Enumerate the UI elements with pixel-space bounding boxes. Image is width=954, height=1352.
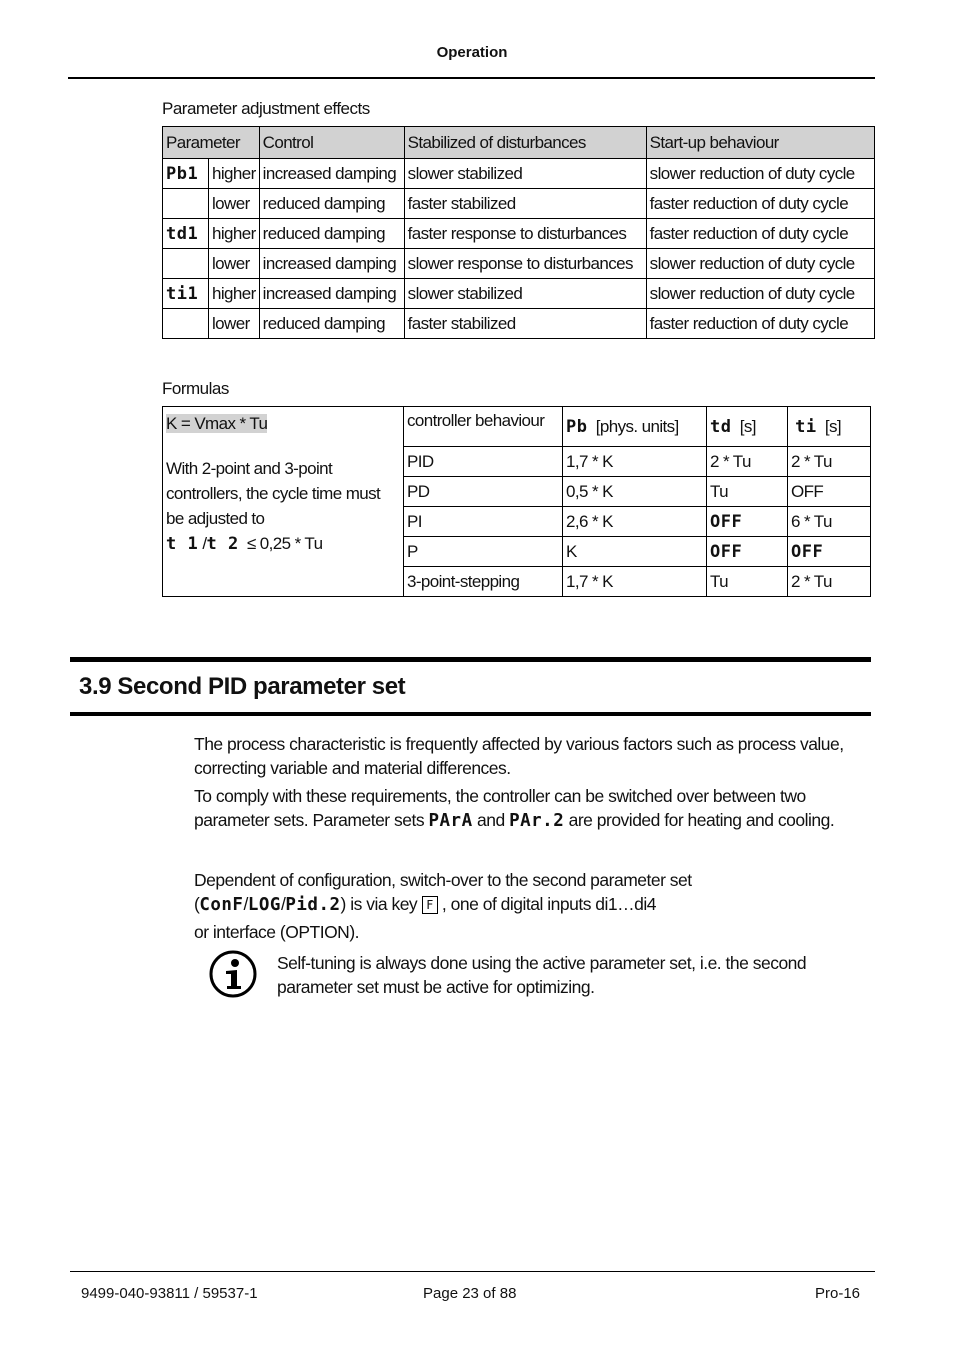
p3-line2 [194, 892, 884, 917]
ti-unit: [s] [824, 416, 842, 436]
startup-cell: slower reduction of duty cycle [646, 159, 874, 189]
k-formula: K = Vmax * Tu [166, 414, 268, 433]
cycle-time-limit [166, 531, 400, 557]
section-title: 3.9 Second PID parameter set [79, 673, 406, 700]
para-code: PArA [428, 811, 473, 831]
direction-cell: lower [209, 249, 260, 279]
par2-code: PAr.2 [509, 811, 565, 831]
td-cell: Tu [707, 477, 788, 507]
table-row [163, 279, 875, 309]
cycle-time-note: With 2-point and 3-point controllers, the cycle time must be adjusted to [166, 459, 381, 528]
control-cell: reduced damping [259, 219, 404, 249]
stabilized-cell: faster stabilized [404, 189, 646, 219]
p3-text-b: ) is via key [340, 894, 422, 914]
startup-cell: faster reduction of duty cycle [646, 309, 874, 339]
header-rule [68, 77, 875, 79]
adjustment-table [162, 126, 875, 339]
t1-code: t 1 [166, 534, 199, 554]
param-cell: td1 [163, 219, 209, 249]
table-row [163, 219, 875, 249]
td-cell: 2 * Tu [707, 447, 788, 477]
ti-cell: OFF [788, 537, 871, 567]
direction-cell: higher [209, 219, 260, 249]
p2-text-and: and [472, 810, 510, 830]
limit-text: ≤ 0,25 * Tu [246, 534, 323, 553]
control-cell: increased damping [259, 159, 404, 189]
stabilized-cell: slower response to disturbances [404, 249, 646, 279]
footer-page-number: Page 23 of 88 [423, 1285, 517, 1302]
paragraph-process: The process characteristic is frequently affected by various factors such as process value, correcting variable and material differences. [194, 734, 844, 778]
param-cell [163, 309, 209, 339]
behaviour-cell: PD [404, 477, 563, 507]
direction-cell: lower [209, 189, 260, 219]
t2-code: t 2 [206, 534, 239, 554]
info-icon [208, 949, 258, 999]
td-cell: OFF [707, 537, 788, 567]
table-row [163, 309, 875, 339]
table-row [163, 189, 875, 219]
formulas-header-row [163, 407, 871, 447]
header-ti [788, 407, 871, 447]
param-cell: Pb1 [163, 159, 209, 189]
section-top-rule [70, 657, 871, 662]
conf-code: ConF [199, 895, 244, 915]
ti-cell: 6 * Tu [788, 507, 871, 537]
td-unit: [s] [739, 416, 756, 436]
startup-cell: faster reduction of duty cycle [646, 219, 874, 249]
stabilized-cell: faster stabilized [404, 309, 646, 339]
table-row [163, 159, 875, 189]
pb-cell: 1,7 * K [563, 447, 707, 477]
td-cell: OFF [707, 507, 788, 537]
formulas-caption: Formulas [162, 379, 229, 398]
ti-cell: 2 * Tu [788, 567, 871, 597]
p3-sep2: / [280, 894, 286, 914]
startup-cell: faster reduction of duty cycle [646, 189, 874, 219]
behaviour-cell: PID [404, 447, 563, 477]
header-startup: Start-up behaviour [646, 127, 874, 159]
stabilized-cell: slower stabilized [404, 279, 646, 309]
p3-open: ( [194, 894, 200, 914]
control-cell: reduced damping [259, 309, 404, 339]
control-cell: increased damping [259, 279, 404, 309]
footer-doc-number: 9499-040-93811 / 59537-1 [81, 1285, 258, 1302]
f-key-icon: F [422, 896, 438, 914]
header-control: Control [259, 127, 404, 159]
param-cell [163, 189, 209, 219]
section-bottom-rule [70, 712, 871, 716]
pb-cell: 0,5 * K [563, 477, 707, 507]
paragraph-parameter-sets [194, 784, 884, 833]
p2-text-b: are provided for heating and cooling. [564, 810, 835, 830]
p3-line3: or interface (OPTION). [194, 922, 360, 942]
param-cell: ti1 [163, 279, 209, 309]
formulas-table [162, 406, 871, 597]
behaviour-cell: PI [404, 507, 563, 537]
formula-note-cell [163, 407, 404, 597]
p3-line1: Dependent of configuration, switch-over to the second parameter set [194, 870, 692, 890]
pb-cell: 2,6 * K [563, 507, 707, 537]
page-header-title: Operation [436, 44, 508, 61]
p3-sep1: / [243, 894, 248, 914]
direction-cell: lower [209, 309, 260, 339]
ti-code: ti [795, 416, 817, 437]
paragraph-switchover [194, 868, 884, 944]
param-cell [163, 249, 209, 279]
stabilized-cell: faster response to disturbances [404, 219, 646, 249]
t-slash: / [198, 534, 207, 553]
startup-cell: slower reduction of duty cycle [646, 279, 874, 309]
header-stabilized: Stabilized of disturbances [404, 127, 646, 159]
stabilized-cell: slower stabilized [404, 159, 646, 189]
pb-cell: K [563, 537, 707, 567]
header-behaviour: controller behaviour [404, 407, 563, 447]
p2-text-a: To comply with these requirements, the controller can be switched over between two parameter sets. Parameter sets [194, 786, 806, 830]
footer-product: Pro-16 [815, 1285, 861, 1302]
td-code: td [710, 416, 732, 437]
ti-cell: OFF [788, 477, 871, 507]
direction-cell: higher [209, 159, 260, 189]
table-header-row [163, 127, 875, 159]
header-parameter: Parameter [163, 127, 260, 159]
header-pb [563, 407, 707, 447]
pb-cell: 1,7 * K [563, 567, 707, 597]
table-row [163, 249, 875, 279]
pid2-code: Pid.2 [285, 895, 341, 915]
adjust-caption: Parameter adjustment effects [162, 99, 370, 118]
log-code: LOG [247, 895, 281, 915]
ti-cell: 2 * Tu [788, 447, 871, 477]
footer-rule [70, 1271, 875, 1272]
behaviour-cell: 3-point-stepping [404, 567, 563, 597]
control-cell: increased damping [259, 249, 404, 279]
behaviour-cell: P [404, 537, 563, 567]
p3-text-c: , one of digital inputs di1…di4 [437, 894, 657, 914]
td-cell: Tu [707, 567, 788, 597]
startup-cell: slower reduction of duty cycle [646, 249, 874, 279]
control-cell: reduced damping [259, 189, 404, 219]
pb-code: Pb [566, 416, 588, 437]
self-tuning-note: Self-tuning is always done using the active parameter set, i.e. the second parameter set must be active for optimizing. [277, 953, 807, 997]
header-td [707, 407, 788, 447]
direction-cell: higher [209, 279, 260, 309]
pb-unit: [phys. units] [595, 416, 679, 436]
